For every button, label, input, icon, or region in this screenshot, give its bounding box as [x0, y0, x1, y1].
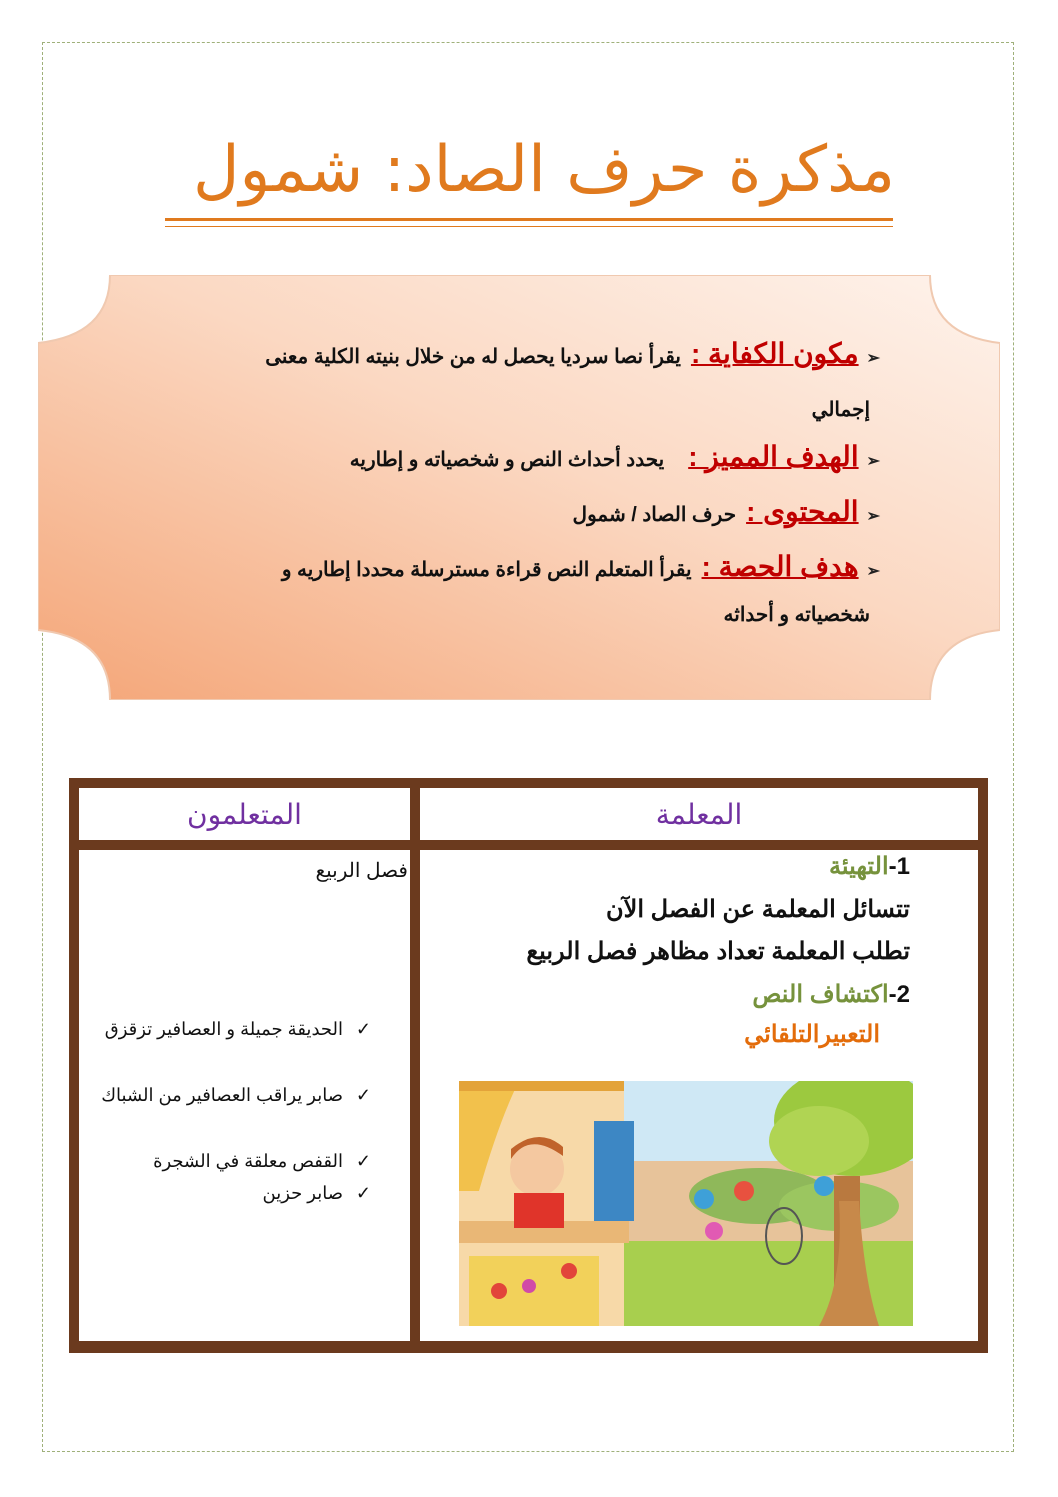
- learner-item-text: صابر حزين: [262, 1183, 343, 1203]
- checkmark-icon: ✓: [355, 1151, 371, 1171]
- checkmark-icon: ✓: [355, 1085, 371, 1105]
- title-underline: [165, 218, 893, 221]
- objective-label: هدف الحصة :: [701, 551, 859, 582]
- teacher-line-2: تطلب المعلمة تعداد مظاهر فصل الربيع: [526, 938, 910, 965]
- objective-text: حرف الصاد / شمول: [572, 504, 737, 526]
- arrow-bullet-icon: ➢: [866, 508, 880, 525]
- header-learners: المتعلمون: [187, 798, 302, 831]
- step-title: اكتشاف النص: [752, 981, 889, 1008]
- header-teacher: المعلمة: [655, 798, 743, 831]
- objective-continuation: شخصياته و أحداثه: [723, 604, 870, 626]
- objective-row-1: [265, 337, 880, 370]
- arrow-bullet-icon: ➢: [866, 350, 880, 367]
- objective-row-4: [282, 550, 880, 583]
- step-number: 1-: [888, 853, 910, 880]
- step-1-heading: [829, 852, 910, 881]
- step-2-heading: [752, 980, 910, 1009]
- checkmark-icon: ✓: [355, 1183, 371, 1203]
- arrow-bullet-icon: ➢: [866, 453, 880, 470]
- step-number: 2-: [888, 981, 910, 1008]
- arrow-bullet-icon: ➢: [866, 563, 880, 580]
- objective-row-3: [573, 495, 880, 528]
- learner-item: [98, 1148, 371, 1175]
- objective-label: مكون الكفاية :: [690, 338, 859, 369]
- learner-item: [98, 1180, 371, 1207]
- sub-title: التعبيرالتلقائي: [744, 1021, 880, 1048]
- objective-text: يحدد أحداث النص و شخصياته و إطاريه: [349, 449, 665, 471]
- objective-row-2: [350, 440, 880, 473]
- step-title: التهيئة: [829, 853, 889, 880]
- header-learners-cell: [79, 788, 410, 840]
- lesson-illustration: [459, 1081, 913, 1326]
- teacher-line-1: تتسائل المعلمة عن الفصل الآن: [606, 896, 910, 923]
- objective-text: يقرأ نصا سرديا يحصل له من خلال بنيته الكلية معنى: [265, 346, 681, 368]
- learner-answer-1: فصل الربيع: [315, 860, 408, 882]
- learner-item: [98, 1016, 371, 1043]
- objective-label: المحتوى :: [746, 496, 859, 527]
- objective-label: الهدف المميز :: [688, 441, 859, 472]
- objective-text: يقرأ المتعلم النص قراءة مسترسلة محددا إطاريه و: [281, 559, 692, 581]
- learner-item-text: القفص معلقة في الشجرة: [153, 1151, 343, 1171]
- objectives-panel: [38, 275, 1000, 700]
- header-teacher-cell: [420, 788, 978, 840]
- objective-continuation: إجمالي: [811, 399, 870, 421]
- learner-item-text: صابر يراقب العصافير من الشباك: [101, 1085, 343, 1105]
- page-title: مذكرة حرف الصاد: شمول: [193, 133, 895, 207]
- checkmark-icon: ✓: [355, 1019, 371, 1039]
- learner-item: [98, 1082, 371, 1109]
- spring-garden-image: [459, 1081, 913, 1326]
- title-underline-thin: [165, 226, 893, 227]
- learner-item-text: الحديقة جميلة و العصافير تزقزق: [104, 1019, 343, 1039]
